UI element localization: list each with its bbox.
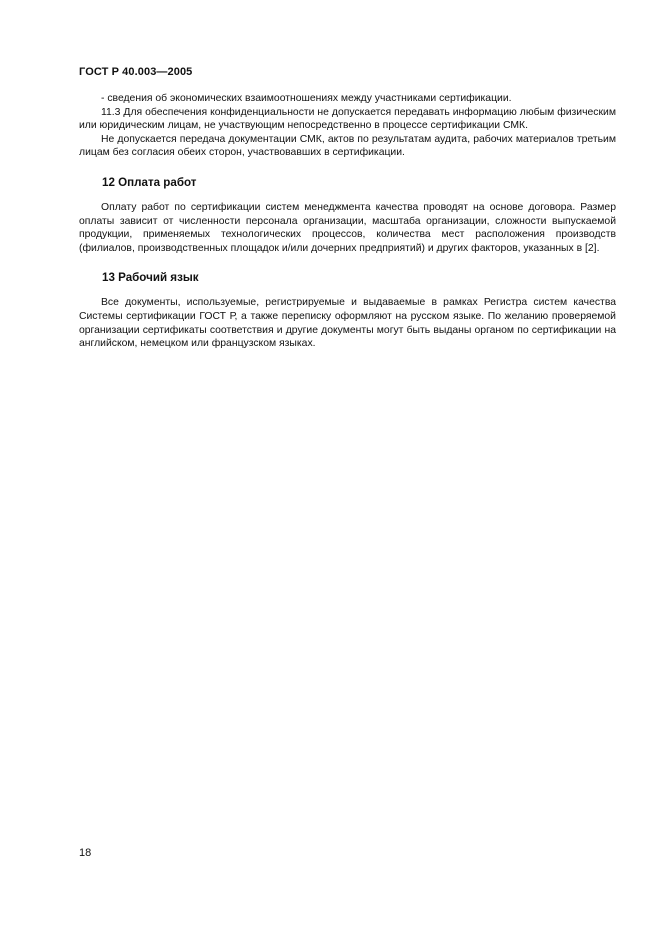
page-number: 18 (79, 847, 92, 859)
bullet-item-economic-relations: - сведения об экономических взаимоотношениях между участниками сертификации. (101, 93, 512, 104)
section-12-paragraph: Оплату работ по сертификации систем менеджмента качества проводят на основе договора. Размер оплаты зависит от численности персонала организации, масштаба организации, сложности выпускаемой продукции, применяемых технологических процессов, количества мест расположения производств (филиалов, производственных площадок и/или дочерних предприятий) и других факторов, указанных в [2]. (79, 201, 616, 254)
section-12-heading: 12 Оплата работ (102, 175, 197, 189)
clause-11-3: 11.3 Для обеспечения конфиденциальности не допускается передавать информацию любым физическим или юридическим лицам, не участвующим непосредственно в процессе сертификации СМК. (79, 106, 616, 132)
document-body (79, 92, 616, 351)
section-13-paragraph: Все документы, используемые, регистрируемые и выдаваемые в рамках Регистра систем качества Системы сертификации ГОСТ Р, а также переписку оформляют на русском языке. По желанию проверяемой организации сертификаты соответствия и другие документы могут быть выданы органом по сертификации на английском, немецком или французском языках. (79, 297, 616, 350)
paragraph-documentation-transfer: Не допускается передача документации СМК, актов по результатам аудита, рабочих материалов третьим лицам без согласия обеих сторон, участвовавших в сертификации. (79, 133, 616, 159)
document-header-standard-code: ГОСТ Р 40.003—2005 (79, 66, 193, 78)
section-13-heading: 13 Рабочий язык (102, 271, 199, 285)
